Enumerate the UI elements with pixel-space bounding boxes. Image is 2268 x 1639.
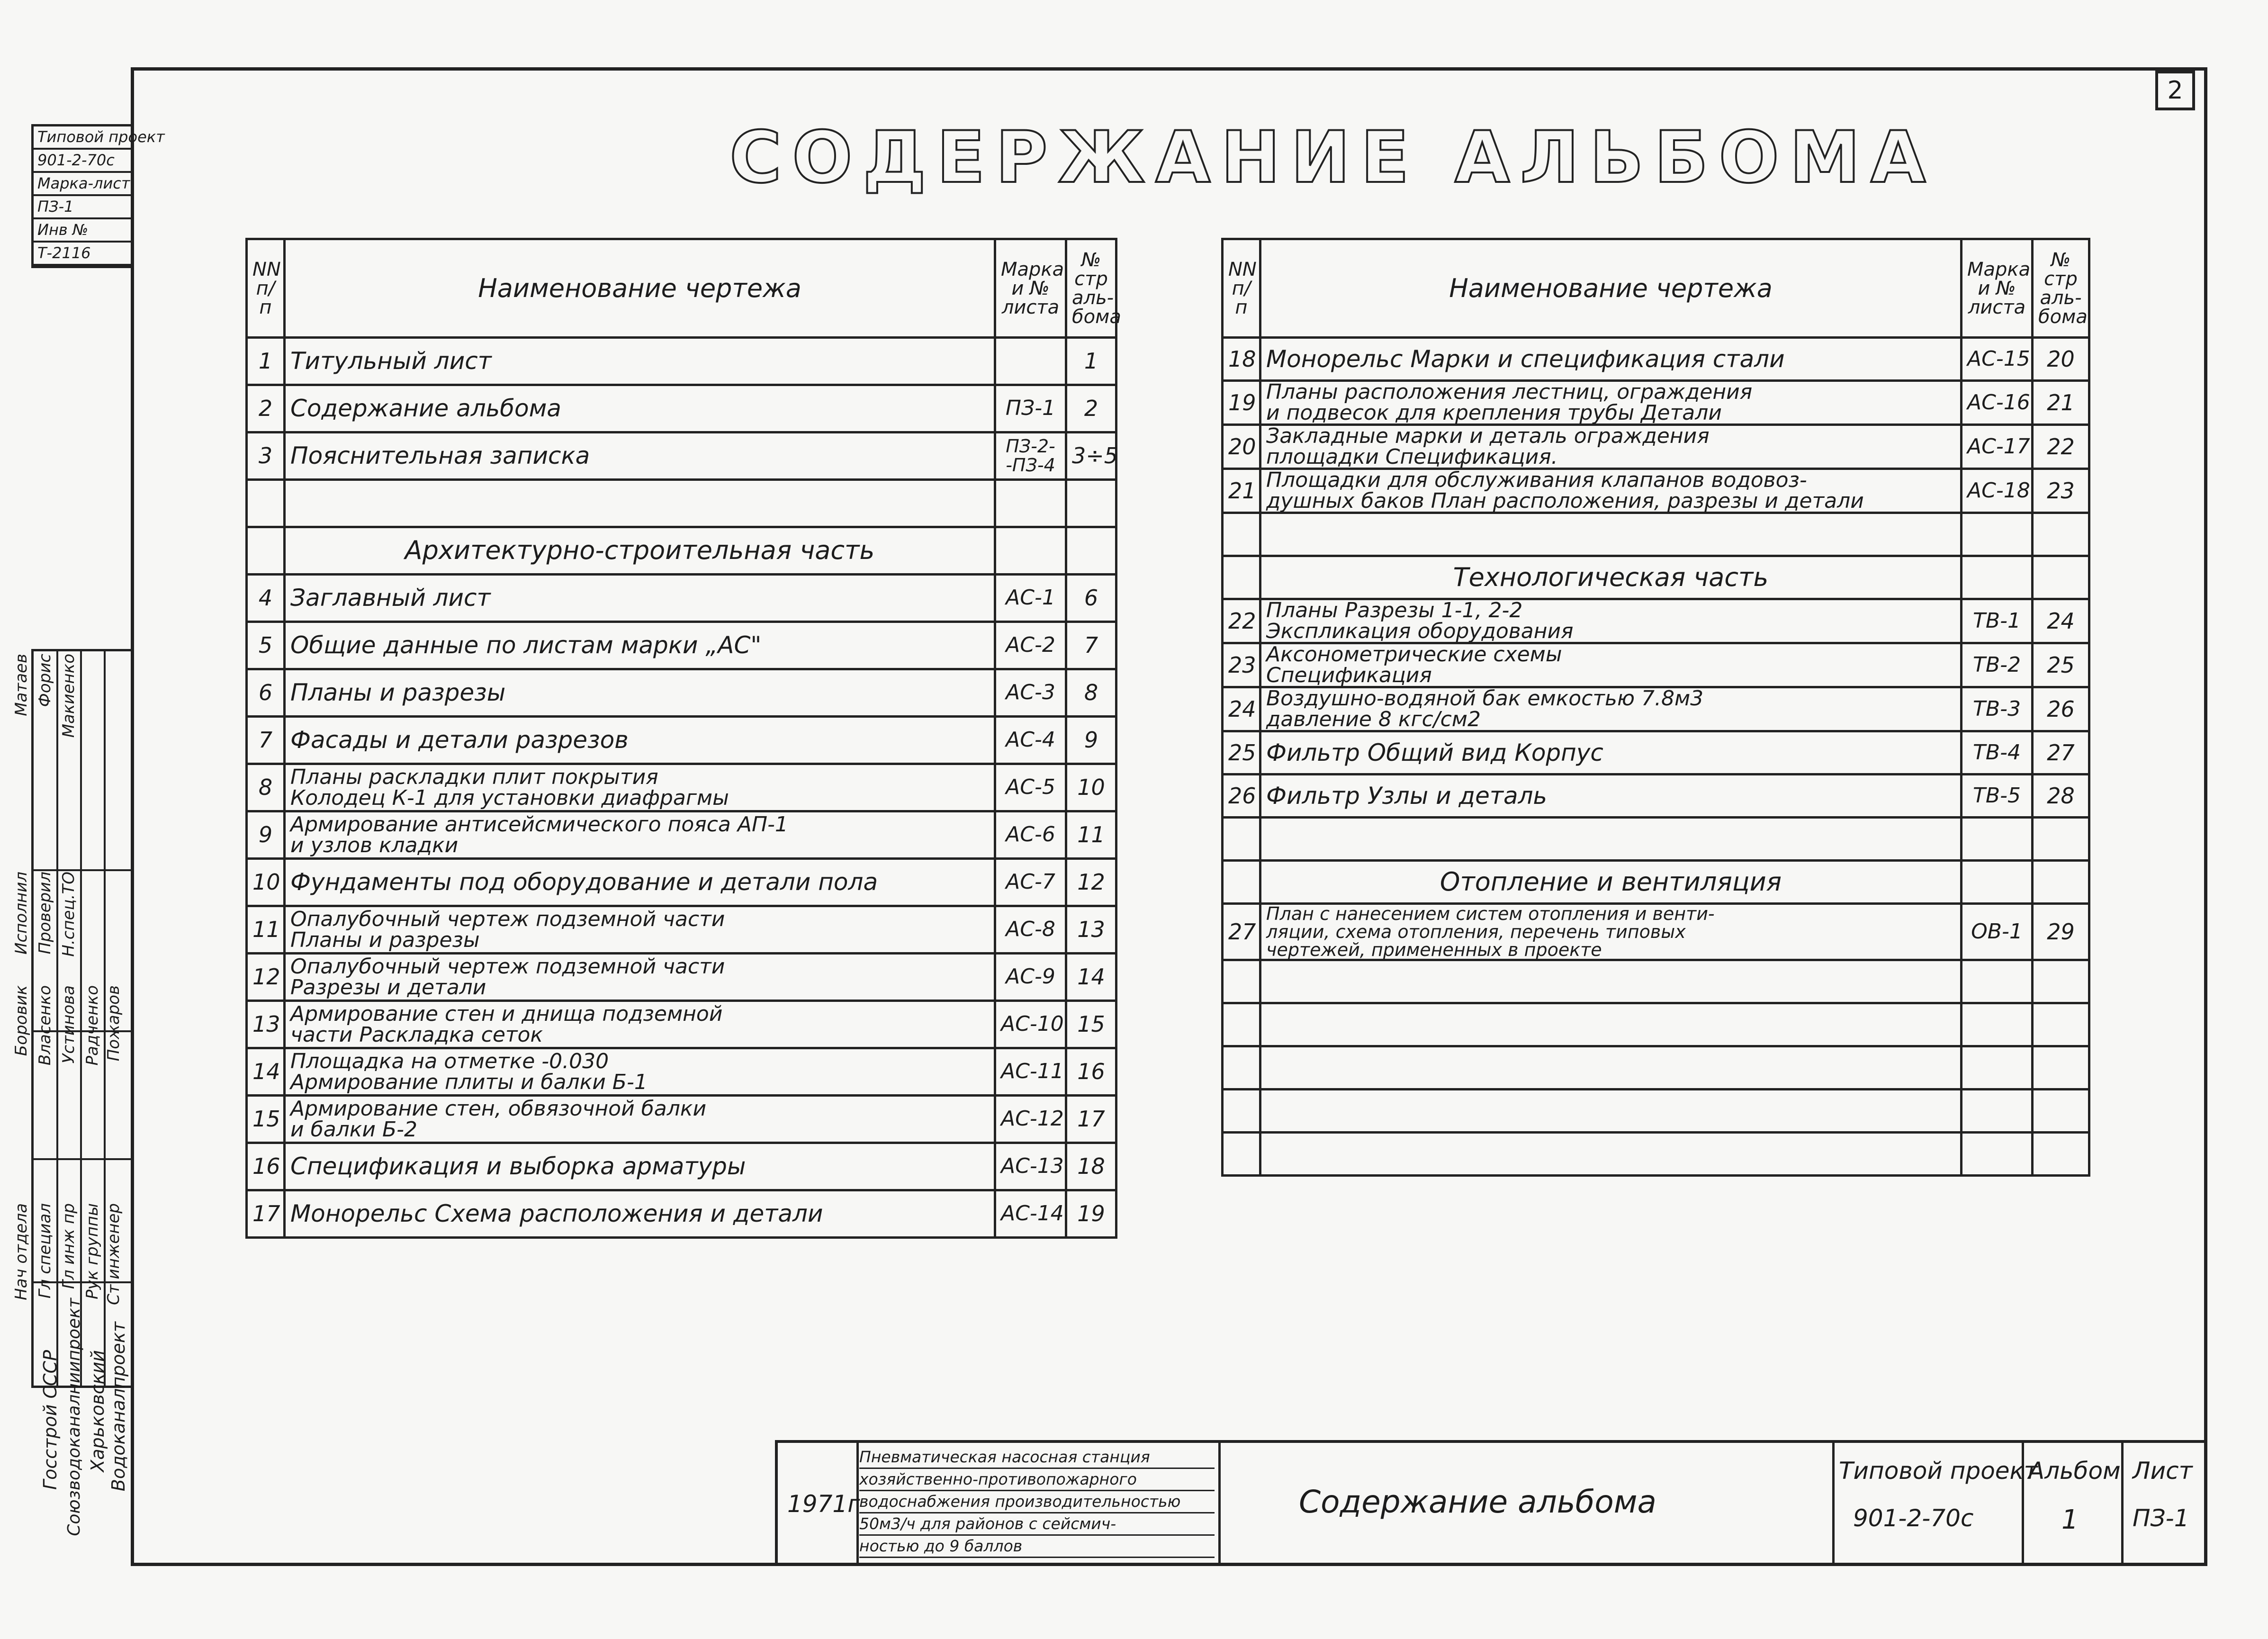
table-row [247,906,1116,954]
row-name [1260,599,1962,643]
row-page: 3÷5 [1066,432,1116,480]
row-name [1260,425,1962,469]
table-row [247,622,1116,669]
row-page: 10 [1066,764,1116,811]
table-row [247,1190,1116,1238]
header-num: NN п/п [247,239,285,338]
table-row [247,432,1116,480]
row-name [1260,513,1962,556]
stamp-line: Т-2116 [34,243,131,266]
row-num: 7 [247,717,285,764]
row-name-line: душных баков План расположения, разрезы и детали [1266,489,1864,513]
row-num [1223,513,1260,556]
row-page: 1 [1066,338,1116,385]
row-code: ТВ-4 [1962,731,2033,774]
row-num: 25 [1223,731,1260,774]
row-name [285,1001,995,1048]
row-name-line: Заглавный лист [290,584,491,612]
row-page [1066,527,1116,575]
row-code [1962,818,2033,861]
row-code: ТВ-2 [1962,643,2033,687]
row-num: 6 [247,669,285,717]
row-name-line: Спецификация и выборка арматуры [290,1153,746,1180]
role-label: Пожаров [104,985,123,1062]
row-name-line: Спецификация [1266,663,1432,687]
row-code [1962,960,2033,1003]
row-code: АС-16 [1962,381,2033,425]
description-line: водоснабжения производительностью [859,1491,1215,1513]
row-name-line: Планы расположения лестниц, ограждения [1266,380,1753,404]
row-page: 6 [1066,575,1116,622]
row-num [1223,818,1260,861]
project-label: Типовой проект [1839,1457,2038,1485]
row-name-line: и балки Б-2 [290,1117,418,1142]
row-num: 5 [247,622,285,669]
row-name-line: Аксонометрические схемы [1266,642,1562,666]
row-page: 24 [2033,599,2089,643]
row-page: 22 [2033,425,2089,469]
role-label: Исполнил [12,872,31,955]
row-num [247,480,285,527]
stamp-line: 901-2-70с [34,150,131,173]
row-name-line: части Раскладка сеток [290,1022,543,1047]
row-num: 19 [1223,381,1260,425]
project-stamp [31,124,165,268]
table-row [1223,643,2089,687]
description-line: 50м3/ч для районов с сейсмич- [859,1513,1215,1536]
row-name [285,669,995,717]
row-name-line: Воздушно-водяной бак емкостью 7.8м3 [1266,686,1704,711]
row-name [1260,338,1962,381]
row-page: 14 [1066,954,1116,1001]
table-row [1223,469,2089,513]
row-name [285,1096,995,1143]
role-label: Проверил [36,872,54,955]
row-page: 18 [1066,1143,1116,1190]
table-row [1223,513,2089,556]
row-num [247,527,285,575]
row-name-line: Планы Разрезы 1-1, 2-2 [1266,598,1523,622]
row-name-line: Опалубочный чертеж подземной части [290,907,725,931]
section-row [247,527,1116,575]
row-name-line: ляции, схема отопления, перечень типовых [1266,921,1686,942]
row-code: ПЗ-2- -ПЗ-4 [995,432,1066,480]
table-row [247,338,1116,385]
header-page: № стр аль-бома [1066,239,1116,338]
table-row [247,811,1116,859]
row-name-line: чертежей, примененных в проекте [1266,939,1602,960]
table-row [247,1048,1116,1096]
row-name [285,338,995,385]
row-num [1223,1090,1260,1133]
row-name-line: Колодец К-1 для установки диафрагмы [290,785,729,810]
row-num: 18 [1223,338,1260,381]
table-row [247,669,1116,717]
org-line: Водоканалпроект [108,1322,129,1492]
row-num: 20 [1223,425,1260,469]
org-line: Госстрой СССР [40,1350,61,1490]
stamp-line: Инв № [34,219,131,243]
row-code [995,338,1066,385]
row-name-line: и подвесок для крепления трубы Детали [1266,401,1722,425]
row-name-line: Экспликация оборудования [1266,619,1574,643]
row-page: 23 [2033,469,2089,513]
row-code [1962,1133,2033,1176]
row-name-line: Армирование плиты и балки Б-1 [290,1070,648,1094]
row-name-line: Монорельс Схема расположения и детали [290,1200,823,1228]
row-name-line: Титульный лист [290,347,492,375]
table-row [1223,774,2089,818]
stamp-line: Марка-лист [34,173,131,196]
row-name [285,1048,995,1096]
row-code [995,527,1066,575]
row-page: 26 [2033,687,2089,731]
row-name-line: Содержание альбома [290,395,561,423]
row-num [1223,1046,1260,1090]
row-code [1962,1046,2033,1090]
row-name-line: Планы раскладки плит покрытия [290,765,658,789]
row-name-line: Общие данные по листам марки „АС" [290,631,762,659]
row-page [2033,556,2089,599]
row-code: АС-17 [1962,425,2033,469]
role-label: Рук группы [83,1203,102,1299]
row-page: 29 [2033,904,2089,960]
role-label: Нач отдела [12,1203,31,1300]
row-num: 27 [1223,904,1260,960]
table-row [1223,1133,2089,1176]
year: 1971г [787,1490,860,1518]
row-name [1260,818,1962,861]
page-title: СОДЕРЖАНИЕ АЛЬБОМА [729,117,1936,199]
row-name-line: давление 8 кгс/см2 [1266,707,1481,731]
row-name [1260,1090,1962,1133]
row-name-line: Планы и разрезы [290,679,506,707]
row-code: ОВ-1 [1962,904,2033,960]
row-name [285,1143,995,1190]
table-row [1223,904,2089,960]
row-num [1223,1003,1260,1046]
description-line: Пневматическая насосная станция [859,1447,1215,1469]
row-num: 17 [247,1190,285,1238]
row-page: 12 [1066,859,1116,906]
row-code: АС-15 [1962,338,2033,381]
row-code: АС-18 [1962,469,2033,513]
row-page: 9 [1066,717,1116,764]
stamp-line: ПЗ-1 [34,196,131,219]
section-title: Технологическая часть [1260,556,1962,599]
row-name-line: Планы и разрезы [290,928,480,952]
stamp-line: Типовой проект [34,126,131,150]
row-code: АС-14 [995,1190,1066,1238]
table-row [247,1096,1116,1143]
row-page [2033,1090,2089,1133]
row-code: АС-5 [995,764,1066,811]
row-name [285,622,995,669]
row-code: АС-1 [995,575,1066,622]
row-num: 12 [247,954,285,1001]
row-num [1223,556,1260,599]
org-line: Союзводоканалниипроект [64,1298,84,1536]
role-label: Радченко [83,985,102,1066]
contents-table-left [245,238,1121,1239]
row-name [285,432,995,480]
header-page: № стр аль-бома [2033,239,2089,338]
row-name [285,811,995,859]
description-line: хозяйственно-противопожарного [859,1469,1215,1491]
row-name-line: Закладные марки и деталь ограждения [1266,424,1710,448]
table-row [247,717,1116,764]
row-name-line: Армирование стен, обвязочной балки [290,1096,707,1121]
header-mark: Марка и № листа [1962,239,2033,338]
row-name [285,954,995,1001]
table-row [247,480,1116,527]
role-label: Н.спец.ТО [59,872,78,957]
row-name [285,575,995,622]
role-label: Форис [36,654,54,707]
row-page [2033,960,2089,1003]
row-code: АС-10 [995,1001,1066,1048]
header-name: Наименование чертежа [1260,239,1962,338]
org-line: Харьковский [87,1350,108,1472]
table-row [1223,731,2089,774]
album-label: Альбом [2028,1457,2121,1485]
project-number: 901-2-70с [1853,1504,1974,1532]
row-page: 17 [1066,1096,1116,1143]
row-code: АС-2 [995,622,1066,669]
row-num: 23 [1223,643,1260,687]
row-name-line: План с нанесением систем отопления и венти- [1266,903,1715,924]
table-row [247,575,1116,622]
role-label: Гл специал [36,1203,54,1299]
section-row [1223,861,2089,904]
row-name-line: площадки Спецификация. [1266,445,1558,469]
table-row [1223,1090,2089,1133]
row-name [1260,381,1962,425]
section-row [1223,556,2089,599]
row-name [1260,469,1962,513]
row-name [1260,1003,1962,1046]
row-num: 21 [1223,469,1260,513]
row-page: 25 [2033,643,2089,687]
header-num: NN п/п [1223,239,1260,338]
section-title: Отопление и вентиляция [1260,861,1962,904]
table-row [1223,381,2089,425]
row-name-line: Фасады и детали разрезов [290,726,629,754]
row-num: 16 [247,1143,285,1190]
table-row [247,764,1116,811]
row-name-line: Фундаменты под оборудование и детали пола [290,868,878,896]
header-mark: Марка и № листа [995,239,1066,338]
role-label: Устинова [59,985,78,1064]
row-page: 7 [1066,622,1116,669]
table-row [1223,1003,2089,1046]
row-page: 20 [2033,338,2089,381]
row-name-line: Монорельс Марки и спецификация стали [1266,345,1785,373]
row-num: 9 [247,811,285,859]
row-name [285,717,995,764]
row-num: 15 [247,1096,285,1143]
row-page: 21 [2033,381,2089,425]
row-name-line: Опалубочный чертеж подземной части [290,954,725,979]
sheet-name: Содержание альбома [1299,1484,1656,1520]
header-name: Наименование чертежа [285,239,995,338]
row-page: 27 [2033,731,2089,774]
row-code: АС-6 [995,811,1066,859]
row-page: 2 [1066,385,1116,432]
row-name [1260,960,1962,1003]
role-label: Макиенко [59,654,78,738]
row-code: АС-12 [995,1096,1066,1143]
row-page [2033,1046,2089,1090]
row-name [285,1190,995,1238]
row-page [2033,513,2089,556]
row-page [1066,480,1116,527]
row-code [1962,556,2033,599]
row-name [285,859,995,906]
row-num [1223,960,1260,1003]
row-num: 11 [247,906,285,954]
row-name [1260,731,1962,774]
row-page [2033,861,2089,904]
row-name [285,385,995,432]
row-num: 22 [1223,599,1260,643]
row-code: АС-11 [995,1048,1066,1096]
row-page: 19 [1066,1190,1116,1238]
row-name-line: Разрезы и детали [290,975,486,1000]
row-name [285,764,995,811]
row-name [1260,643,1962,687]
row-page [2033,1133,2089,1176]
row-name [285,480,995,527]
row-num: 13 [247,1001,285,1048]
row-name [285,906,995,954]
table-row [1223,1046,2089,1090]
row-num: 24 [1223,687,1260,731]
section-title: Архитектурно-строительная часть [285,527,995,575]
sheet-code: ПЗ-1 [2133,1504,2189,1532]
row-code: ПЗ-1 [995,385,1066,432]
row-code: АС-4 [995,717,1066,764]
row-name-line: Армирование стен и днища подземной [290,1001,723,1026]
table-row [1223,818,2089,861]
row-name [1260,774,1962,818]
table-row [247,954,1116,1001]
organization-block [31,1279,131,1549]
row-code: ТВ-1 [1962,599,2033,643]
row-name-line: и узлов кладки [290,833,459,857]
table-row [247,1001,1116,1048]
row-code [1962,513,2033,556]
row-name [1260,1046,1962,1090]
row-num: 1 [247,338,285,385]
row-code [1962,1090,2033,1133]
role-label: Боровик [12,985,31,1056]
row-code: АС-13 [995,1143,1066,1190]
role-label: Ст инженер [104,1203,123,1305]
row-code: ТВ-5 [1962,774,2033,818]
row-name-line: Площадка на отметке -0.030 [290,1049,609,1073]
row-name-line: Площадки для обслуживания клапанов водовоз- [1266,468,1807,492]
row-page: 13 [1066,906,1116,954]
row-page: 16 [1066,1048,1116,1096]
row-name-line: Армирование антисейсмического пояса АП-1 [290,812,788,837]
row-code [1962,1003,2033,1046]
row-name [1260,1133,1962,1176]
table-row [1223,687,2089,731]
row-num [1223,861,1260,904]
table-row [1223,599,2089,643]
row-num: 3 [247,432,285,480]
description-line: ностью до 9 баллов [859,1536,1215,1558]
role-label: Гл инж пр [59,1203,78,1289]
role-label: Матаев [12,654,31,716]
row-code [995,480,1066,527]
row-code [1962,861,2033,904]
row-num: 14 [247,1048,285,1096]
sheet-label: Лист [2133,1457,2193,1485]
row-code: АС-3 [995,669,1066,717]
row-code: АС-9 [995,954,1066,1001]
row-num: 26 [1223,774,1260,818]
project-description [859,1447,1215,1558]
contents-table-right [1221,238,2090,1177]
row-name-line: Фильтр Общий вид Корпус [1266,738,1603,766]
table-row [247,385,1116,432]
role-label: Власенко [36,985,54,1066]
row-num: 10 [247,859,285,906]
sheet-number-box: 2 [2155,71,2195,110]
row-num: 2 [247,385,285,432]
table-row [1223,338,2089,381]
table-row [1223,960,2089,1003]
row-page [2033,1003,2089,1046]
table-row [247,859,1116,906]
row-page [2033,818,2089,861]
row-page: 11 [1066,811,1116,859]
row-code: АС-8 [995,906,1066,954]
row-num: 8 [247,764,285,811]
row-code: ТВ-3 [1962,687,2033,731]
row-page: 28 [2033,774,2089,818]
row-page: 8 [1066,669,1116,717]
row-num: 4 [247,575,285,622]
album-number: 1 [2061,1504,2079,1535]
row-page: 15 [1066,1001,1116,1048]
table-row [247,1143,1116,1190]
table-row [1223,425,2089,469]
title-block [775,1440,2207,1566]
row-code: АС-7 [995,859,1066,906]
row-num [1223,1133,1260,1176]
row-name-line: Пояснительная записка [290,442,590,470]
row-name [1260,904,1962,960]
row-name-line: Фильтр Узлы и деталь [1266,782,1548,810]
row-name [1260,687,1962,731]
